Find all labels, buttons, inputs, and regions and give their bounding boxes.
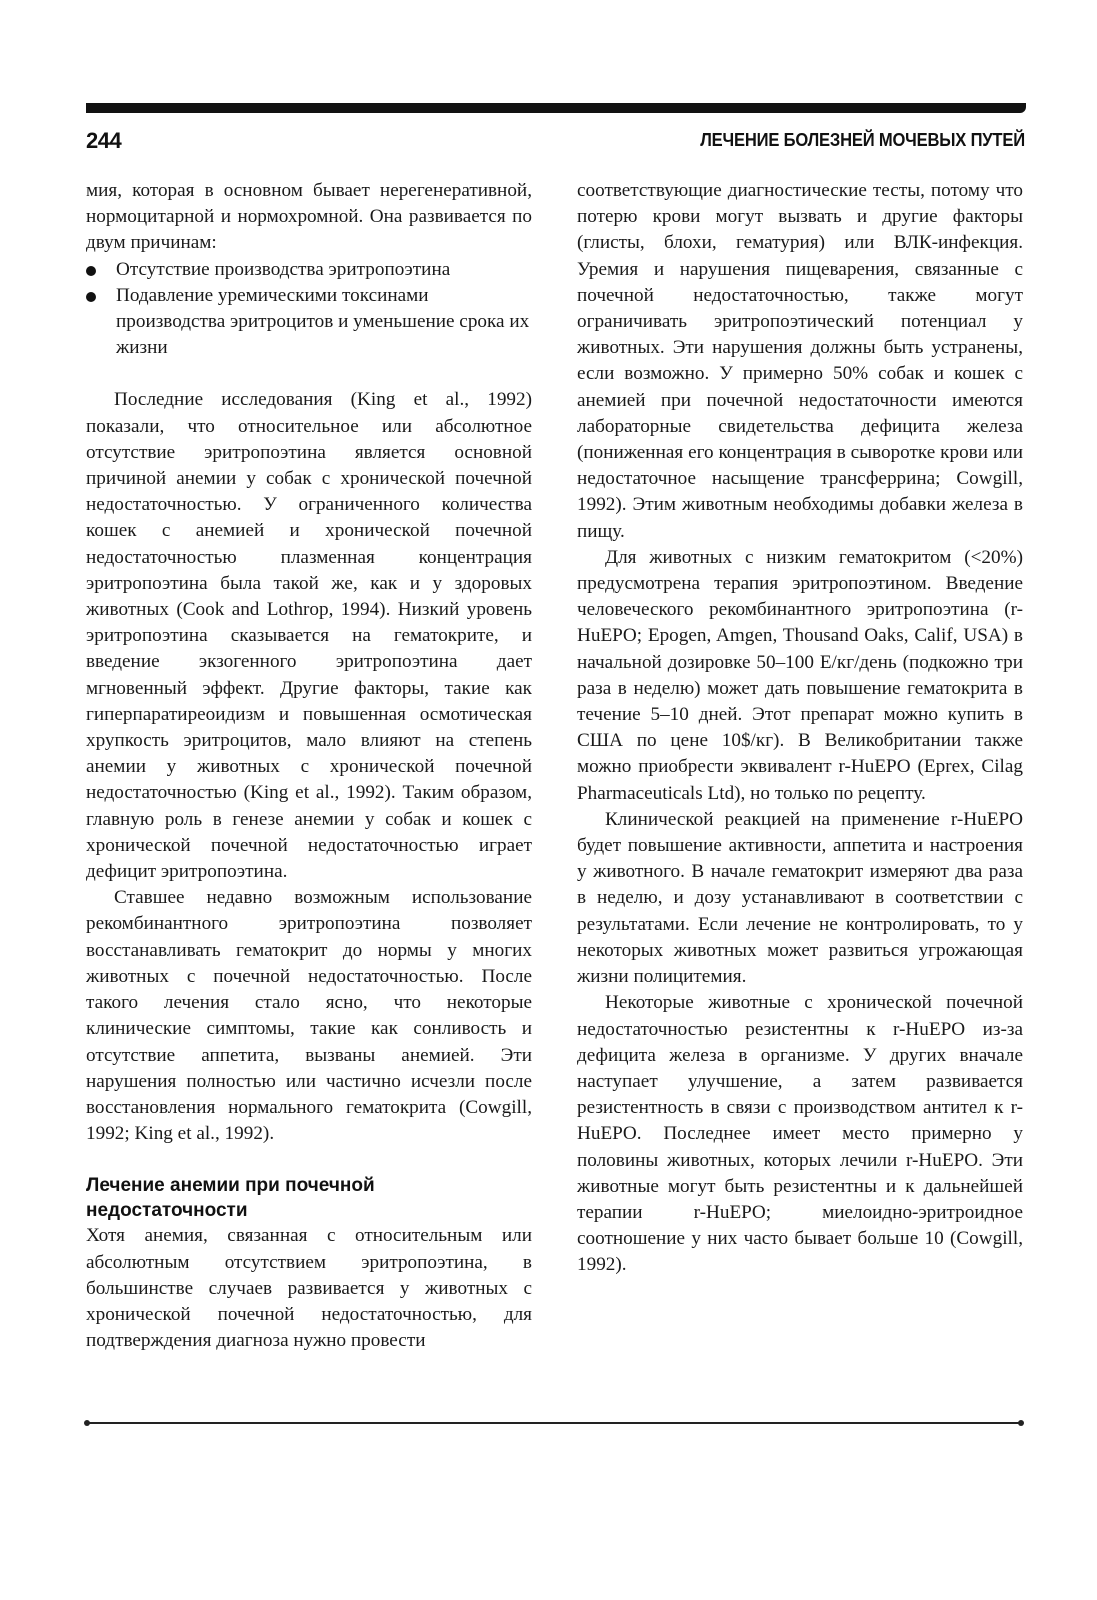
body-paragraph: Последние исследования (King et al., 1992) показали, что относительное или абсолютное отсутствие эритропоэтина является основной причиной анемии у собак с хронической почечной недостаточностью. У ограниченного количества кошек с анемией и хронической почечной недостаточностью плазменная концентрация эритропоэтина была такой же, как и у здоровых животных (Cook and Lothrop, 1994). Низкий уровень эритропоэтина сказывается на гематокрите, и введение экзогенного эритропоэтина дает мгновенный эффект. Другие факторы, такие как гиперпаратиреоидизм и повышенная осмотическая хрупкость эритроцитов, мало влияют на степень анемии у животных с хронической почечной недостаточностью (King et al., 1992). Таким образом, главную роль в генезе анемии у собак и кошек с хронической почечной недостаточностью играет дефицит эритропоэтина. bbox=[86, 389, 532, 883]
list-item bbox=[86, 283, 532, 362]
section-heading: Лечение анемии при почечной недостаточности bbox=[86, 1175, 375, 1222]
list-item bbox=[86, 257, 532, 283]
list-item-text: Подавление уремическими токсинами производства эритроцитов и уменьшение срока их жизни bbox=[116, 284, 530, 359]
left-intro-paragraph: мия, которая в основном бывает нерегенеративной, нормоцитарной и нормохромной. Она развивается по двум причинам: bbox=[86, 180, 532, 254]
bullet-icon bbox=[86, 292, 96, 302]
rule-end-dot bbox=[84, 1420, 90, 1426]
body-paragraph: Для животных с низким гематокритом (<20%) предусмотрена терапия эритропоэтином. Введение человеческого рекомбинантного эритропоэтина (r-HuEPO; Epogen, Amgen, Thousand Oaks, Calif, USA) в начальной дозировке 50–100 Е/кг/день (подкожно три раза в неделю) может дать повышение гематокрита в течение 5–10 дней. Этот препарат можно купить в США по цене 10$/кг). В Великобритании также можно приобрести эквивалент r-HuEPO (Eprex, Cilag Pharmaceuticals Ltd), но только по рецепту. bbox=[577, 546, 1023, 804]
list-item-text: Отсутствие производства эритропоэтина bbox=[116, 258, 451, 280]
page-number: 244 bbox=[86, 128, 122, 153]
cause-list bbox=[86, 257, 532, 362]
body-paragraph: Некоторые животные с хронической почечной недостаточностью резистентны к r-HuEPO из-за дефицита железа в организме. У других вначале наступает улучшение, а затем развивается резистентность в связи с производством антител к r-HuEPO. Последнее имеет место примерно у половины животных, которых лечили r-HuEPO. Эти животные могут быть резистентны и к дальнейшей терапии r-HuEPO; миелоидно-эритроидное соотношение у них часто бывает больше 10 (Cowgill, 1992). bbox=[577, 992, 1023, 1276]
body-paragraph: Клинической реакцией на применение r-HuEPO будет повышение активности, аппетита и настроения у животного. В начале гематокрит измеряют два раза в неделю, и дозу устанавливают в соответствии с результатами. Если лечение не контролировать, то у некоторых животных может развиться угрожающая жизни полицитемия. bbox=[577, 808, 1023, 988]
body-paragraph: соответствующие диагностические тесты, потому что потерю крови могут вызвать и другие факторы (глисты, блохи, гематурия) или ВЛК-инфекция. Уремия и нарушения пищеварения, связанные с почечной недостаточностью, также могут ограничивать эритропоэтический потенциал у животных. Эти нарушения должны быть устранены, если возможно. У примерно 50% собак и кошек с анемией при почечной недостаточности имеются лабораторные свидетельства дефицита железа (пониженная его концентрация в сыворотке крови или недостаточное насыщение трансферрина; Cowgill, 1992). Этим животным необходимы добавки железа в пищу. bbox=[577, 180, 1023, 542]
bullet-icon bbox=[86, 266, 96, 276]
rule-end-dot bbox=[1018, 1420, 1024, 1426]
right-column bbox=[577, 178, 1023, 1279]
footer-rule bbox=[86, 1422, 1022, 1424]
left-column bbox=[86, 178, 532, 1354]
running-title: ЛЕЧЕНИЕ БОЛЕЗНЕЙ МОЧЕВЫХ ПУТЕЙ bbox=[700, 130, 1025, 150]
body-paragraph: Ставшее недавно возможным использование рекомбинантного эритропоэтина позволяет восстанавливать гематокрит до нормы у многих животных с почечной недостаточностью. После такого лечения стало ясно, что некоторые клинические симптомы, такие как сонливость и отсутствие аппетита, вызваны анемией. Эти нарушения полностью или частично исчезли после восстановления нормального гематокрита (Cowgill, 1992; King et al., 1992). bbox=[86, 887, 532, 1145]
spacer bbox=[86, 361, 532, 387]
header-rule bbox=[86, 103, 1026, 113]
body-paragraph: Хотя анемия, связанная с относительным или абсолютным отсутствием эритропоэтина, в большинстве случаев развивается у животных с хронической почечной недостаточностью, для подтверждения диагноза нужно провести bbox=[86, 1225, 532, 1352]
